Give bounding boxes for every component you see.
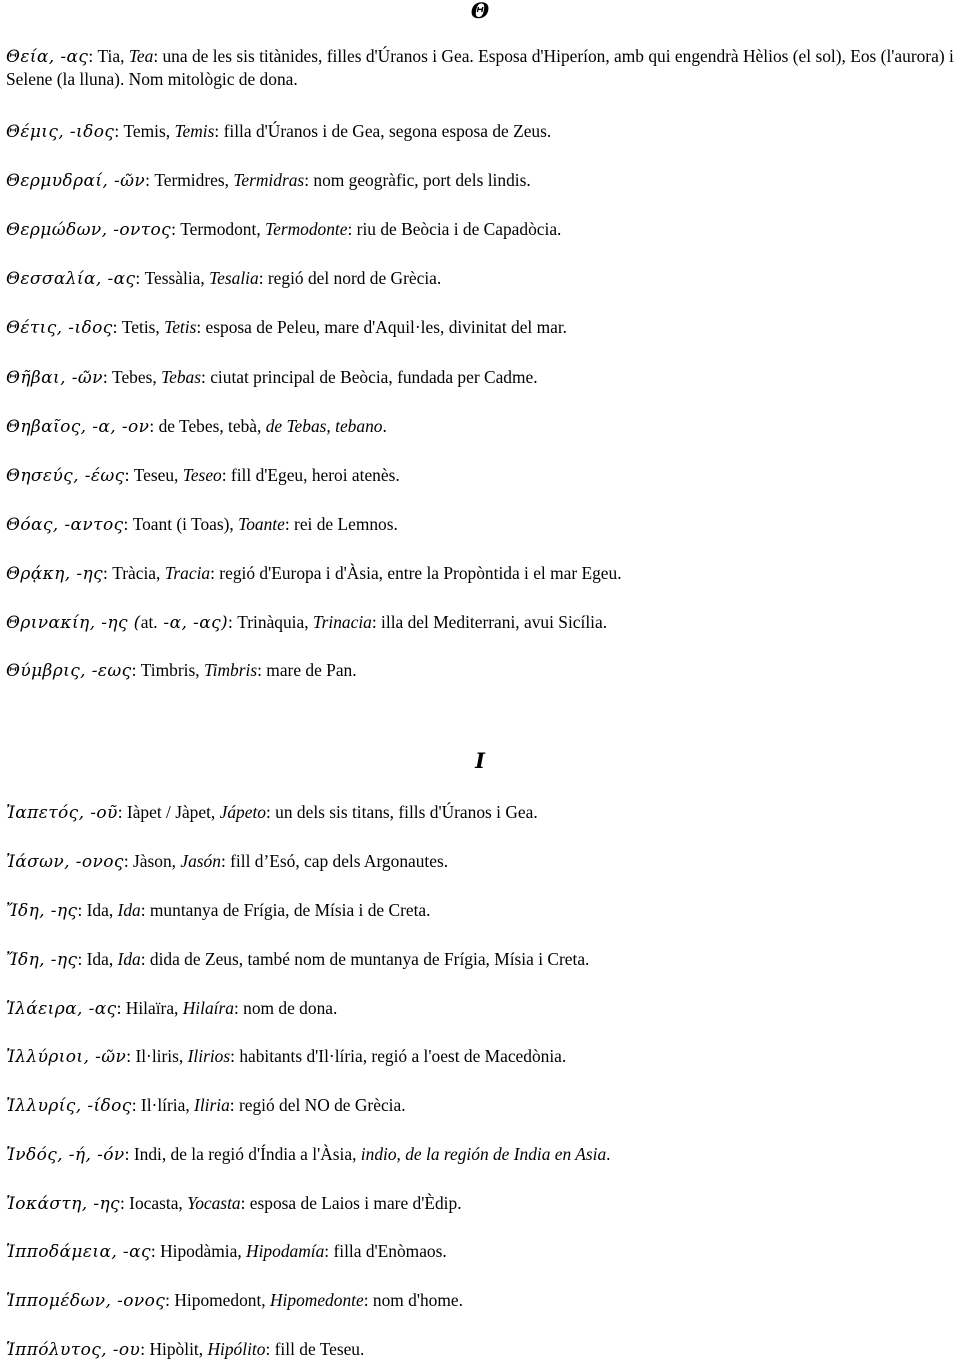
definition-text: : esposa de Laios i mare d'Èdip. — [240, 1193, 462, 1213]
headword-note: at. — [140, 612, 158, 632]
definition-text: : illa del Mediterrani, avui Sicília. — [371, 612, 608, 632]
dictionary-entry: Θεσσαλία, -ας: Tessàlia, Tesalia: regió del nord de Grècia. — [6, 268, 442, 289]
dictionary-entry: Θησεύς, -έως: Teseu, Teseo: fill d'Egeu, heroi atenès. — [6, 465, 400, 486]
definition-text: : nom geogràfic, port dels lindis. — [304, 170, 531, 190]
entry-headword: Θηβαῖος, -α, -ον — [6, 417, 150, 437]
entry-headword: Θόας, -αντος — [6, 515, 124, 535]
definition-spanish-term: Ilirios — [187, 1046, 231, 1066]
dictionary-entry: Ἰαπετός, -οῦ: Iàpet / Jàpet, Jápeto: un dels sis titans, fills d'Úranos i Gea. — [6, 802, 538, 823]
definition-spanish-term: Iliria — [194, 1095, 230, 1115]
entry-headword: Θερμυδραί, -ῶν — [6, 171, 146, 191]
dictionary-entry: Θηβαῖος, -α, -ον: de Tebes, tebà, de Tebas, tebano. — [6, 416, 387, 437]
definition-text: Hipòlit, — [149, 1339, 208, 1359]
definition-text: Tebes, — [112, 367, 162, 387]
definition-spanish-term: de Tebas, tebano — [265, 416, 383, 436]
definition-text: : muntanya de Frígia, de Mísia i de Creta. — [140, 900, 431, 920]
entry-headword: Ἰαπετός, -οῦ — [6, 803, 118, 823]
dictionary-entry: Ἱππόλυτος, -ου: Hipòlit, Hipólito: fill de Teseu. — [6, 1339, 365, 1360]
entry-headword: Θεία, -ας — [6, 47, 89, 67]
definition-text: Il·liris, — [135, 1046, 188, 1066]
definition-spanish-term: Hilaíra — [182, 998, 234, 1018]
definition-spanish-term: Ida — [117, 949, 141, 969]
definition-text: Toant (i Toas), — [132, 514, 239, 534]
dictionary-entry: Ἱπποδάμεια, -ας: Hipodàmia, Hipodamía: filla d'Enòmaos. — [6, 1241, 447, 1262]
definition-text: : riu de Beòcia i de Capadòcia. — [347, 219, 562, 239]
entry-headword: Ἴδη, -ης — [6, 901, 78, 921]
entry-headword: Θερμώδων, -οντος — [6, 220, 172, 240]
definition-text: Teseu, — [133, 465, 183, 485]
dictionary-entry: Θῆβαι, -ῶν: Tebes, Tebas: ciutat principal de Beòcia, fundada per Cadme. — [6, 367, 538, 388]
entry-headword: Ἰνδός, -ή, -όν — [6, 1145, 125, 1165]
entry-headword: Ἱλάειρα, -ας — [6, 999, 117, 1019]
entry-headword: Θέτις, -ιδος — [6, 318, 113, 338]
definition-spanish-term: Teseo — [182, 465, 222, 485]
dictionary-entry: Θύμβρις, -εως: Timbris, Timbris: mare de Pan. — [6, 660, 357, 681]
definition-text: Tessàlia, — [144, 268, 210, 288]
definition-spanish-term: Jápeto — [219, 802, 266, 822]
definition-text: Termidres, — [154, 170, 234, 190]
dictionary-entry: Ἰάσων, -ονος: Jàson, Jasón: fill d’Esó, cap dels Argonautes. — [6, 851, 449, 872]
entry-headword: Θρινακίη, -ης ( — [6, 613, 141, 633]
definition-text: : fill d’Esó, cap dels Argonautes. — [220, 851, 449, 871]
entry-headword: Θεσσαλία, -ας — [6, 269, 136, 289]
entry-headword: Θῆβαι, -ῶν — [6, 368, 103, 388]
definition-spanish-term: Tetis — [164, 317, 197, 337]
entry-headword: Ἰλλύριοι, -ῶν — [6, 1047, 127, 1067]
entry-headword: Ἱππόλυτος, -ου — [6, 1340, 141, 1360]
definition-spanish-term: Termidras — [233, 170, 305, 190]
definition-text: Timbris, — [140, 660, 204, 680]
definition-text: Ida, — [86, 949, 118, 969]
dictionary-entry: Ἰνδός, -ή, -όν: Indi, de la regió d'Índia a l'Àsia, indio, de la región de India en Asia. — [6, 1144, 611, 1165]
entry-headword: Θησεύς, -έως — [6, 466, 125, 486]
definition-text: : nom de dona. — [233, 998, 338, 1018]
definition-text: Tia, — [97, 46, 129, 66]
definition-text: Tetis, — [121, 317, 165, 337]
entry-headword: Ἰάσων, -ονος — [6, 852, 124, 872]
dictionary-entry: Θερμώδων, -οντος: Termodont, Termodonte: riu de Beòcia i de Capadòcia. — [6, 219, 562, 240]
headword-variant: -α, -ας) — [157, 613, 229, 633]
definition-text: : fill de Teseu. — [265, 1339, 365, 1359]
definition-text: : regió del nord de Grècia. — [258, 268, 442, 288]
definition-spanish-term: Ida — [117, 900, 141, 920]
definition-text: Trinàquia, — [237, 612, 313, 632]
definition-text: : nom d'home. — [363, 1290, 463, 1310]
dictionary-entry: Ἴδη, -ης: Ida, Ida: dida de Zeus, també nom de muntanya de Frígia, Mísia i Creta. — [6, 949, 590, 970]
definition-text: . — [606, 1144, 611, 1164]
definition-text: Hilaïra, — [125, 998, 183, 1018]
definition-text: : fill d'Egeu, heroi atenès. — [221, 465, 400, 485]
definition-text: : regió del NO de Grècia. — [229, 1095, 406, 1115]
definition-text: : regió d'Europa i d'Àsia, entre la Propòntida i el mar Egeu. — [210, 563, 622, 583]
definition-spanish-term: Termodonte — [265, 219, 348, 239]
definition-text: . — [382, 416, 387, 436]
definition-text: Tràcia, — [112, 563, 165, 583]
definition-text: Hipomedont, — [174, 1290, 270, 1310]
dictionary-entry: Θρινακίη, -ης (at. -α, -ας): Trinàquia, Trinacia: illa del Mediterrani, avui Sicília. — [6, 612, 608, 633]
definition-text: Indi, de la regió d'Índia a l'Àsia, — [133, 1144, 361, 1164]
definition-spanish-term: Tracia — [164, 563, 211, 583]
entry-headword: Ἱππομέδων, -ονος — [6, 1291, 166, 1311]
definition-text: : rei de Lemnos. — [284, 514, 398, 534]
definition-text: : dida de Zeus, també nom de muntanya de Frígia, Mísia i Creta. — [140, 949, 590, 969]
section-letter-heading: Ι — [475, 748, 485, 773]
section-letter-heading: Θ — [470, 0, 490, 23]
definition-spanish-term: Timbris — [203, 660, 258, 680]
entry-headword: Ἰλλυρίς, -ίδος — [6, 1096, 132, 1116]
definition-spanish-term: Trinacia — [312, 612, 372, 632]
entry-headword: Ἴδη, -ης — [6, 950, 78, 970]
dictionary-entry: Θερμυδραί, -ῶν: Termidres, Termidras: nom geogràfic, port dels lindis. — [6, 170, 531, 191]
dictionary-entry: Ἰλλύριοι, -ῶν: Il·liris, Ilirios: habitants d'Il·líria, regió a l'oest de Macedònia. — [6, 1046, 567, 1067]
definition-spanish-term: Tea — [128, 46, 154, 66]
definition-spanish-term: Tebas — [161, 367, 202, 387]
definition-spanish-term: Hipodamía — [246, 1241, 325, 1261]
definition-spanish-term: Hipomedonte — [270, 1290, 364, 1310]
dictionary-entry: Θέτις, -ιδος: Tetis, Tetis: esposa de Peleu, mare d'Aquil·les, divinitat del mar. — [6, 317, 568, 338]
entry-headword: Ἱπποδάμεια, -ας — [6, 1242, 151, 1262]
dictionary-entry: Ἱλάειρα, -ας: Hilaïra, Hilaíra: nom de dona. — [6, 998, 338, 1019]
definition-spanish-term: indio, de la región de India en Asia — [360, 1144, 607, 1164]
entry-headword: Θρᾴκη, -ης — [6, 564, 104, 584]
dictionary-entry: Θεία, -ας: Tia, Tea: una de les sis titànides, filles d'Úranos i Gea. Esposa d'Hiperíon, amb qui engendrà Hèlios (el sol), Eos (l'aurora) i Selene (la lluna). Nom mitològic de dona. — [6, 46, 954, 89]
definition-text: de Tebes, tebà, — [158, 416, 266, 436]
definition-text: : filla d'Enòmaos. — [324, 1241, 447, 1261]
definition-text: : filla d'Úranos i de Gea, segona esposa de Zeus. — [214, 121, 552, 141]
definition-text: Jàson, — [133, 851, 181, 871]
definition-text: : ciutat principal de Beòcia, fundada per Cadme. — [201, 367, 538, 387]
definition-text: Hipodàmia, — [160, 1241, 247, 1261]
definition-text: Temis, — [123, 121, 175, 141]
definition-text: : esposa de Peleu, mare d'Aquil·les, divinitat del mar. — [196, 317, 568, 337]
definition-text: Il·líria, — [140, 1095, 195, 1115]
definition-text: Ida, — [86, 900, 118, 920]
definition-text: : mare de Pan. — [257, 660, 357, 680]
definition-text: : un dels sis titans, fills d'Úranos i Gea. — [265, 802, 538, 822]
definition-text: Iàpet / Jàpet, — [126, 802, 220, 822]
dictionary-entry: Ἴδη, -ης: Ida, Ida: muntanya de Frígia, de Mísia i de Creta. — [6, 900, 431, 921]
definition-spanish-term: Hipólito — [207, 1339, 266, 1359]
dictionary-entry: Θέμις, -ιδος: Temis, Temis: filla d'Úranos i de Gea, segona esposa de Zeus. — [6, 121, 552, 142]
definition-spanish-term: Jasón — [180, 851, 221, 871]
definition-text: : habitants d'Il·líria, regió a l'oest de Macedònia. — [230, 1046, 567, 1066]
dictionary-entry: Ἰοκάστη, -ης: Iocasta, Yocasta: esposa de Laios i mare d'Èdip. — [6, 1193, 462, 1214]
dictionary-entry: Ἱππομέδων, -ονος: Hipomedont, Hipomedonte: nom d'home. — [6, 1290, 463, 1311]
entry-headword: Θύμβρις, -εως — [6, 661, 132, 681]
definition-text: Iocasta, — [129, 1193, 188, 1213]
dictionary-entry: Ἰλλυρίς, -ίδος: Il·líria, Iliria: regió del NO de Grècia. — [6, 1095, 406, 1116]
entry-headword: Ἰοκάστη, -ης — [6, 1194, 120, 1214]
definition-spanish-term: Tesalia — [209, 268, 259, 288]
dictionary-entry: Θρᾴκη, -ης: Tràcia, Tracia: regió d'Europa i d'Àsia, entre la Propòntida i el mar Egeu. — [6, 563, 622, 584]
definition-spanish-term: Toante — [238, 514, 285, 534]
definition-spanish-term: Temis — [174, 121, 215, 141]
dictionary-entry: Θόας, -αντος: Toant (i Toas), Toante: rei de Lemnos. — [6, 514, 398, 535]
entry-headword: Θέμις, -ιδος — [6, 122, 115, 142]
definition-text: : una de les sis titànides, filles d'Úranos i Gea. Esposa d'Hiperíon, amb qui engendrà Hèlios (el sol), Eos (l'aurora) i Selene (la lluna). Nom mitològic de dona. — [6, 46, 954, 89]
definition-spanish-term: Yocasta — [187, 1193, 241, 1213]
definition-text: Termodont, — [180, 219, 266, 239]
